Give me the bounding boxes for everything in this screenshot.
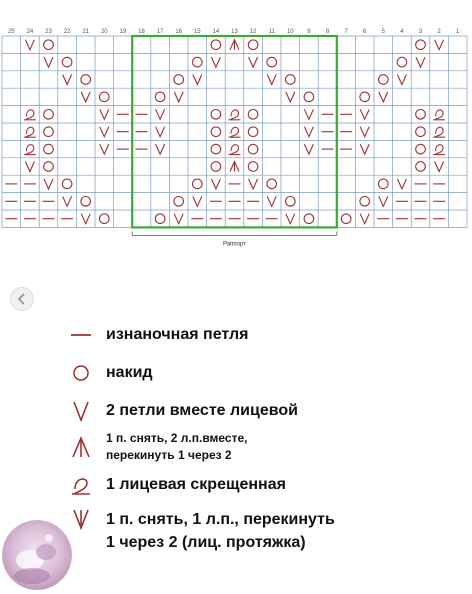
chart-grid [0, 0, 472, 275]
k2tog-symbol [211, 57, 220, 67]
k2tog-symbol [100, 144, 109, 154]
column-number: 3 [418, 29, 423, 35]
k2tog-symbol [100, 109, 109, 119]
yarn-over-symbol [416, 127, 426, 137]
k2tog-symbol [193, 75, 202, 85]
dash-icon [66, 322, 96, 348]
yarn-over-symbol [397, 57, 407, 67]
k2tog-symbol [211, 179, 220, 189]
yarn-over-symbol [248, 110, 258, 120]
k2tog-symbol [25, 40, 34, 50]
yarn-over-symbol [211, 162, 221, 172]
column-number: 18 [138, 29, 145, 35]
k2tog-symbol [435, 40, 444, 50]
column-number: 15 [193, 29, 201, 35]
column-number: 24 [26, 29, 34, 35]
yarn-over-symbol [155, 92, 165, 102]
twisted-knit-symbol [435, 145, 443, 154]
yarn-over-symbol [44, 110, 54, 120]
k2tog-symbol [360, 127, 369, 137]
column-number: 17 [156, 29, 164, 35]
twisted-knit-symbol [231, 127, 239, 136]
k2tog-symbol [304, 109, 313, 119]
twisted-knit-symbol [435, 110, 443, 119]
yarn-over-symbol [416, 144, 426, 154]
column-number: 14 [212, 29, 220, 35]
yarn-over-symbol [341, 214, 351, 224]
yarn-over-symbol [360, 197, 370, 207]
twisted-knit-symbol [26, 127, 34, 136]
column-number: 22 [63, 29, 71, 35]
k2tog-symbol [416, 57, 425, 67]
yarn-over-symbol [62, 179, 72, 189]
chevron-left-icon [11, 288, 33, 310]
yarn-over-symbol [193, 57, 203, 67]
column-number: 23 [45, 29, 52, 35]
k2tog-symbol [435, 162, 444, 172]
column-number: 21 [82, 29, 90, 35]
yarn-over-symbol [211, 144, 221, 154]
k2tog-symbol [397, 75, 406, 85]
yarn-over-symbol [248, 162, 258, 172]
twisted-knit-symbol [435, 127, 443, 136]
yarn-over-symbol [248, 144, 258, 154]
legend-item-k2tog [66, 396, 466, 426]
yarn-over-symbol [155, 214, 165, 224]
legend-text: 2 петли вместе лицевой [106, 402, 298, 419]
knitting-chart [0, 0, 472, 275]
avatar-image-icon [2, 520, 72, 590]
yarn-over-symbol [286, 75, 296, 85]
k2tog-symbol [379, 92, 388, 102]
k2tog-symbol [304, 144, 313, 154]
k2tog-symbol [286, 214, 295, 224]
yarn-over-symbol [211, 110, 221, 120]
yarn-over-symbol [304, 92, 314, 102]
column-number: 1 [456, 29, 460, 35]
avatar[interactable] [2, 520, 72, 590]
v-icon [66, 398, 96, 424]
column-number: 11 [268, 29, 275, 35]
caret-icon [66, 434, 96, 460]
yarn-over-symbol [81, 197, 91, 207]
legend-text: 1 п. снять, 2 л.п.вместе, перекинуть 1 через 2 [106, 431, 248, 462]
twisted-knit-symbol [26, 145, 34, 154]
k2tog-symbol [156, 144, 165, 154]
k2tog-symbol [81, 214, 90, 224]
k2tog-symbol [397, 179, 406, 189]
yarn-over-symbol [267, 179, 277, 189]
k2tog-symbol [379, 196, 388, 206]
column-number: 2 [437, 29, 441, 35]
yarn-over-symbol [174, 75, 184, 85]
yarn-over-symbol [286, 197, 296, 207]
column-number: 12 [249, 29, 257, 35]
yarn-over-symbol [62, 57, 72, 67]
yarn-over-symbol [100, 214, 110, 224]
yarn-over-symbol [379, 179, 389, 189]
k2tog-symbol [304, 127, 313, 137]
yarn-over-symbol [174, 197, 184, 207]
column-number: 9 [307, 29, 311, 35]
yarn-over-symbol [44, 162, 54, 172]
column-number: 5 [381, 29, 385, 35]
twisted-icon [66, 472, 96, 498]
k2tog-symbol [156, 127, 165, 137]
yarn-over-symbol [267, 57, 277, 67]
column-number: 16 [175, 29, 183, 35]
k2tog-symbol [25, 162, 34, 172]
k2tog-symbol [63, 196, 72, 206]
yarn-over-symbol [416, 40, 426, 50]
k2tog-symbol [100, 127, 109, 137]
yarn-over-symbol [193, 179, 203, 189]
yarn-over-symbol [100, 92, 110, 102]
k2tog-symbol [174, 214, 183, 224]
yarn-over-symbol [416, 162, 426, 172]
legend-item-yarn-over [66, 358, 466, 388]
column-number: 13 [231, 29, 238, 35]
yarn-over-symbol [248, 127, 258, 137]
legend-item-sk2po [66, 504, 466, 554]
k2tog-symbol [63, 75, 72, 85]
yarn-over-symbol [44, 144, 54, 154]
k2tog-symbol [267, 75, 276, 85]
column-number: 25 [7, 29, 15, 35]
k2tog-symbol [360, 109, 369, 119]
vbar-icon [66, 506, 96, 532]
k2tog-symbol [249, 57, 258, 67]
k2tog-symbol [193, 196, 202, 206]
yarn-over-symbol [379, 75, 389, 85]
column-number: 6 [363, 29, 367, 35]
yarn-over-symbol [360, 92, 370, 102]
yarn-over-symbol [81, 75, 91, 85]
k2tog-symbol [44, 179, 53, 189]
circle-icon [66, 360, 96, 386]
twisted-knit-symbol [231, 110, 239, 119]
k2tog-symbol [286, 92, 295, 102]
yarn-over-symbol [416, 110, 426, 120]
legend-item-twisted-knit [66, 470, 466, 500]
back-arrow-button[interactable] [10, 287, 34, 311]
column-number: 4 [400, 29, 404, 35]
k2tog-symbol [156, 109, 165, 119]
legend-item-purl [66, 320, 466, 350]
k2tog-symbol [267, 196, 276, 206]
k2tog-symbol [360, 144, 369, 154]
k2tog-symbol [360, 214, 369, 224]
yarn-over-symbol [211, 40, 221, 50]
twisted-knit-symbol [231, 145, 239, 154]
legend-text: накид [106, 364, 153, 381]
legend-text: 1 лицевая скрещенная [106, 476, 286, 493]
legend-item-central-double-decrease [66, 430, 466, 470]
legend-text: изнаночная петля [106, 326, 249, 343]
k2tog-symbol [249, 179, 258, 189]
k2tog-symbol [44, 57, 53, 67]
yarn-over-symbol [248, 40, 258, 50]
column-number: 7 [344, 29, 348, 35]
yarn-over-symbol [304, 214, 314, 224]
yarn-over-symbol [44, 127, 54, 137]
legend-text: 1 п. снять, 1 л.п., перекинуть 1 через 2 (лиц. протяжка) [106, 511, 335, 551]
column-number: 20 [100, 29, 108, 35]
twisted-knit-symbol [26, 110, 34, 119]
repeat-label: Раппорт [223, 241, 246, 248]
yarn-over-symbol [211, 127, 221, 137]
column-number: 19 [119, 29, 127, 35]
column-number: 8 [325, 29, 330, 35]
repeat-bracket [132, 231, 337, 235]
yarn-over-symbol [44, 40, 54, 50]
k2tog-symbol [174, 92, 183, 102]
k2tog-symbol [81, 92, 90, 102]
column-number: 10 [286, 29, 294, 35]
